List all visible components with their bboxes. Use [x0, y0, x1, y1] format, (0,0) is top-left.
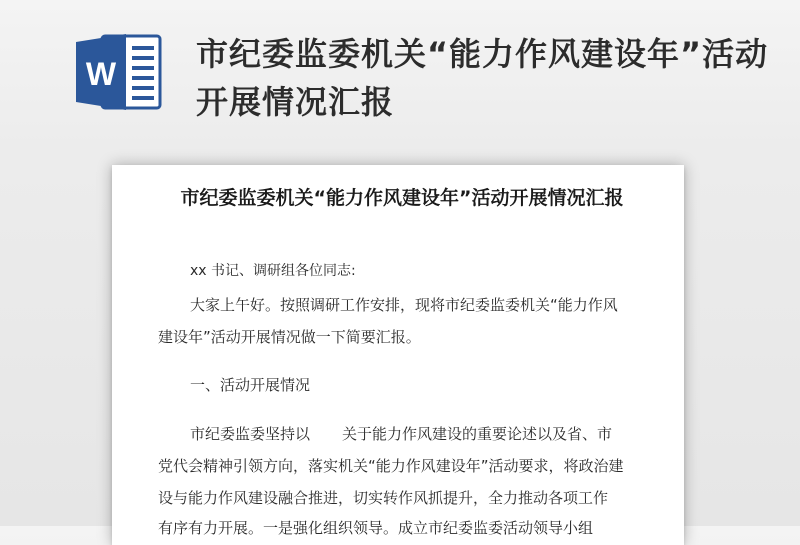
body-line-3: 设与能力作风建设融合推进，切实转作风抓提升，全力推动各项工作 [158, 489, 609, 507]
word-document-icon [76, 32, 162, 112]
body-line-1 [190, 423, 612, 444]
intro-line-1: 大家上午好。按照调研工作安排，现将市纪委监委机关“能力作风 [190, 296, 618, 314]
body-line-1-part-1: 市纪委监委坚持以 [190, 425, 311, 443]
intro-line-2: 建设年”活动开展情况做一下简要汇报。 [158, 328, 421, 346]
document-title: 市纪委监委机关“能力作风建设年”活动开展情况汇报 [180, 187, 624, 209]
salutation: xx 书记、调研组各位同志: [190, 263, 356, 279]
body-line-4: 有序有力开展。一是强化组织领导。成立市纪委监委活动领导小组 [158, 519, 594, 537]
document-page [112, 165, 684, 545]
page-title: 市纪委监委机关“能力作风建设年”活动开展情况汇报 [196, 35, 769, 121]
word-icon-letter: W [85, 56, 117, 92]
header-banner [0, 0, 800, 140]
body-line-2: 党代会精神引领方向，落实机关“能力作风建设年”活动要求，将政治建 [158, 457, 624, 475]
body-line-1-part-2: 关于能力作风建设的重要论述以及省、市 [342, 425, 613, 443]
section-heading: 一、活动开展情况 [190, 376, 311, 394]
